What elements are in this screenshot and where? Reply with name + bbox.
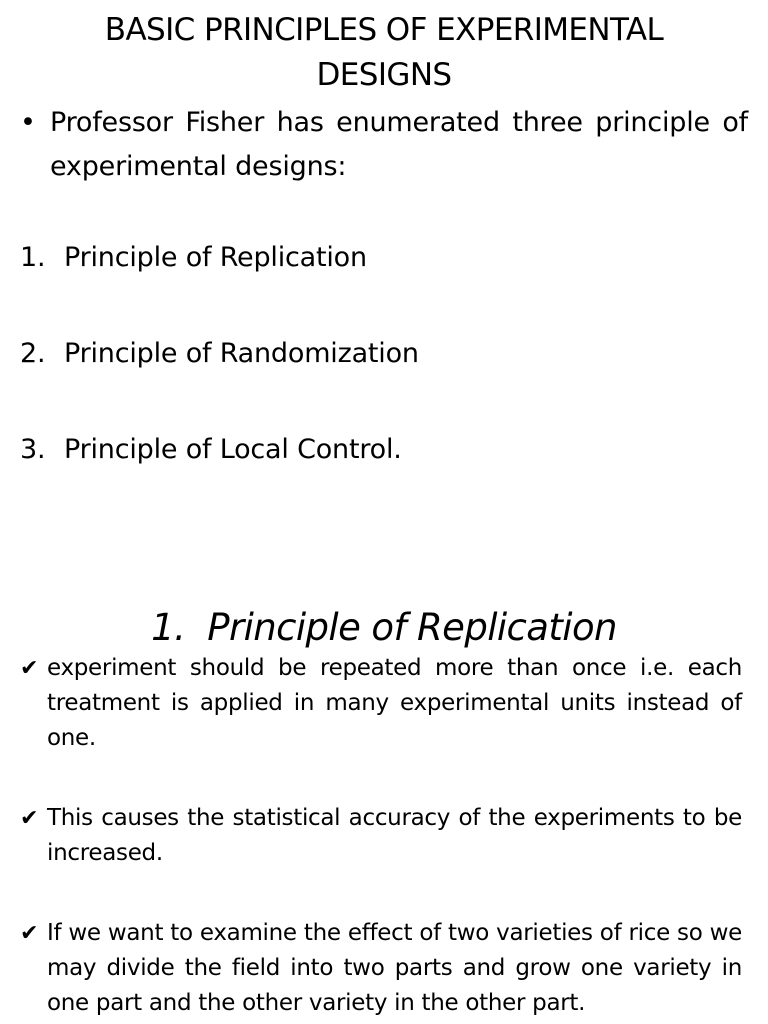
check-text: experiment should be repeated more than once i.e. each treatment is applied in many experimental units instead of one. (47, 655, 742, 751)
list-item-randomization (20, 334, 419, 374)
list-text: Principle of Replication (64, 242, 367, 273)
slide-title (0, 604, 768, 652)
check-item (20, 801, 742, 871)
check-text: If we want to examine the effect of two varieties of rice so we may divide the field into two parts and grow one variety in one part and the other variety in the other part. (47, 920, 742, 1016)
list-number: 3. (20, 434, 46, 465)
check-item (20, 651, 742, 756)
list-number: 2. (20, 338, 46, 369)
checkmark-icon: ✔ (20, 921, 39, 946)
list-number: 1. (20, 242, 46, 273)
slide-title: BASIC PRINCIPLES OF EXPERIMENTAL DESIGNS (104, 12, 664, 93)
slide-principle-of-replication (0, 512, 768, 1024)
title-text: Principle of Replication (207, 606, 617, 649)
checkmark-icon: ✔ (20, 656, 39, 681)
intro-bullet (20, 101, 748, 189)
bullet-dot-icon: • (20, 107, 36, 138)
list-item-local-control (20, 430, 402, 470)
list-item-replication (20, 238, 367, 278)
check-text: This causes the statistical accuracy of the experiments to be increased. (47, 805, 742, 866)
list-text: Principle of Randomization (64, 338, 419, 369)
checkmark-icon: ✔ (20, 806, 39, 831)
list-text: Principle of Local Control. (64, 434, 402, 465)
intro-text: Professor Fisher has enumerated three principle of experimental designs: (50, 107, 748, 182)
title-number: 1. (151, 606, 186, 649)
check-item (20, 916, 742, 1021)
